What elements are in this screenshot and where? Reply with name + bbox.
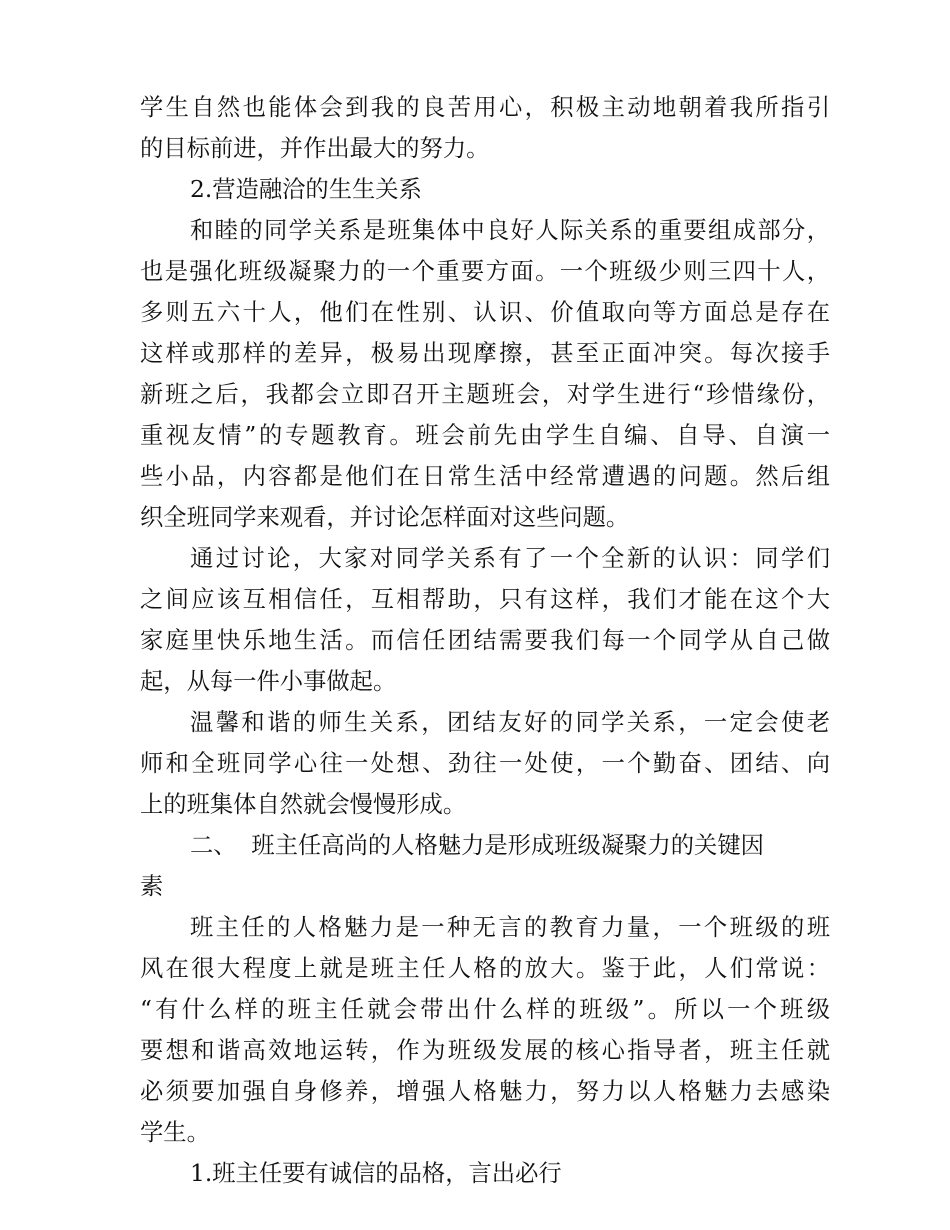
text-line: 这样或那样的差异，极易出现摩擦，甚至正面冲突。每次接手 [140,340,830,367]
text-line: 学生。 [140,1119,210,1146]
text-line: 师和全班同学心往一处想、劲往一处使，一个勤奋、团结、向 [140,750,830,777]
text-line: 班主任的人格魅力是一种无言的教育力量，一个班级的班 [190,914,830,941]
text-line: 家庭里快乐地生活。而信任团结需要我们每一个同学从自己做 [140,627,830,654]
text-line: 些小品，内容都是他们在日常生活中经常遭遇的问题。然后组 [140,463,830,490]
document-page [140,87,830,1194]
text-line: 学生自然也能体会到我的良苦用心，积极主动地朝着我所指引 [140,94,830,121]
section-heading: 二、 班主任高尚的人格魅力是形成班级凝聚力的关键因 [190,832,764,859]
subheading: 2.营造融洽的生生关系 [190,176,422,203]
text-line: 多则五六十人，他们在性别、认识、价值取向等方面总是存在 [140,299,830,326]
text-line: 和睦的同学关系是班集体中良好人际关系的重要组成部分， [190,217,830,244]
text-line: 通过讨论，大家对同学关系有了一个全新的认识：同学们 [190,545,830,572]
text-line: 风在很大程度上就是班主任人格的放大。鉴于此，人们常说： [140,955,830,982]
text-line: 要想和谐高效地运转，作为班级发展的核心指导者，班主任就 [140,1037,830,1064]
text-line: 的目标前进，并作出最大的努力。 [140,135,490,162]
section-heading-continued: 素 [140,873,164,900]
text-line: 必须要加强自身修养，增强人格魅力，努力以人格魅力去感染 [140,1078,830,1105]
text-line: “有什么样的班主任就会带出什么样的班级”。所以一个班级 [140,996,830,1023]
text-line: 织全班同学来观看，并讨论怎样面对这些问题。 [140,504,630,531]
text-line: 之间应该互相信任，互相帮助，只有这样，我们才能在这个大 [140,586,830,613]
text-line: 上的班集体自然就会慢慢形成。 [140,791,467,818]
text-line: 起，从每一件小事做起。 [140,668,397,695]
text-line: 温馨和谐的师生关系，团结友好的同学关系，一定会使老 [190,709,830,736]
subheading: 1.班主任要有诚信的品格，言出必行 [190,1160,562,1187]
text-line: 重视友情”的专题教育。班会前先由学生自编、自导、自演一 [140,422,830,449]
text-line: 也是强化班级凝聚力的一个重要方面。一个班级少则三四十人， [140,258,830,285]
text-line: 新班之后，我都会立即召开主题班会，对学生进行“珍惜缘份， [140,381,830,408]
